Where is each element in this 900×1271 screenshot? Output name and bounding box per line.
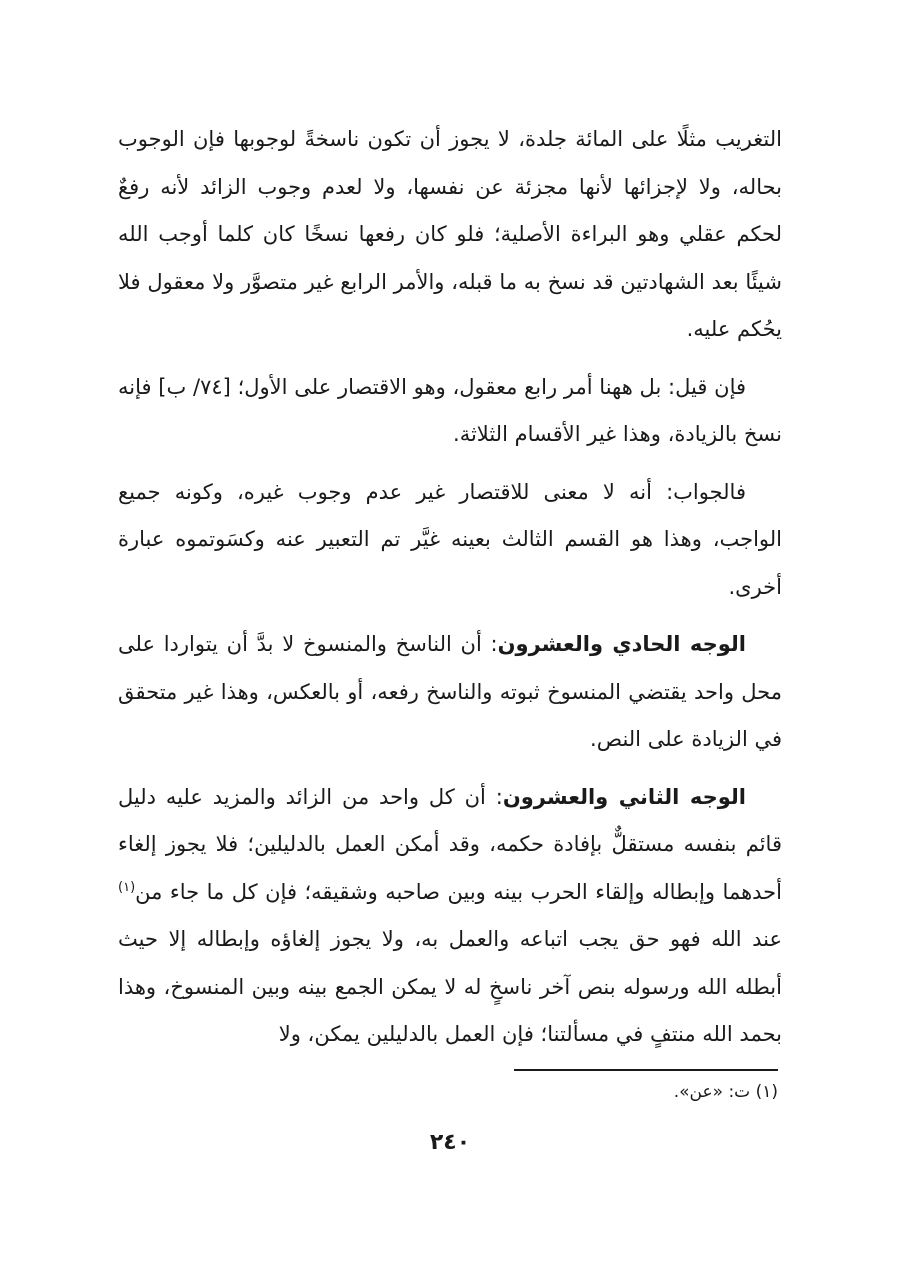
section-heading-21: الوجه الحادي والعشرون <box>497 632 746 656</box>
paragraph-5-text-b: عند الله فهو حق يجب اتباعه والعمل به، ولا يجوز إلغاؤه وإبطاله إلا حيث أبطله الله ورسوله بنص آخر ناسخٍ له لا يمكن الجمع بينه وبين المنسوخ، وهذا بحمد الله منتفٍ في مسألتنا؛ فإن العمل بالدليلين يمكن، ولا <box>118 927 782 1046</box>
paragraph-4-text: : أن الناسخ والمنسوخ لا بدَّ أن يتواردا على محل واحد يقتضي المنسوخ ثبوته والناسخ رفعه، أو بالعكس، وهذا غير متحقق في الزيادة على النص. <box>118 632 782 751</box>
paragraph-3 <box>118 469 782 612</box>
paragraph-4 <box>118 621 782 764</box>
paragraph-5-text-a: : أن كل واحد من الزائد والمزيد عليه دليل قائم بنفسه مستقلٌّ بإفادة حكمه، وقد أمكن العمل بالدليلين؛ فلا يجوز إلغاء أحدهما وإبطاله وإلقاء الحرب بينه وبين صاحبه وشقيقه؛ فإن كل ما جاء من <box>118 784 782 904</box>
paragraph-1 <box>118 116 782 354</box>
page-number: ٢٤٠ <box>429 1130 471 1155</box>
section-heading-22: الوجه الثاني والعشرون <box>502 784 746 809</box>
paragraph-3-text: فالجواب: أنه لا معنى للاقتصار غير عدم وجوب غيره، وكونه جميع الواجب، وهذا هو القسم الثالث بعينه غيَّر تم التعبير عنه وكسَوتموه عبارة أخرى. <box>118 479 782 599</box>
footnote: (١) ت: «عن». <box>673 1082 778 1102</box>
body-text <box>118 116 782 1069</box>
paragraph-5 <box>118 774 782 1059</box>
footnote-reference[interactable]: (١) <box>118 879 136 895</box>
footnote-divider <box>514 1069 778 1071</box>
paragraph-1-text: التغريب مثلًا على المائة جلدة، لا يجوز أن تكون ناسخةً لوجوبها فإن الوجوب بحاله، ولا لإجزائها لأنها مجزئة عن نفسها، ولا لعدم وجوب الزائد لأنه رفعٌ لحكم عقلي وهو البراءة الأصلية؛ فلو كان رفعها نسخًا كان كلما أوجب الله شيئًا بعد الشهادتين قد نسخ به ما قبله، والأمر الرابع غير متصوَّر ولا معقول فلا يحُكم عليه. <box>118 127 782 341</box>
paragraph-2 <box>118 364 782 459</box>
paragraph-2-text: فإن قيل: بل ههنا أمر رابع معقول، وهو الاقتصار على الأول؛ [٧٤/ ب] فإنه نسخ بالزيادة، وهذا غير الأقسام الثلاثة. <box>118 374 782 446</box>
